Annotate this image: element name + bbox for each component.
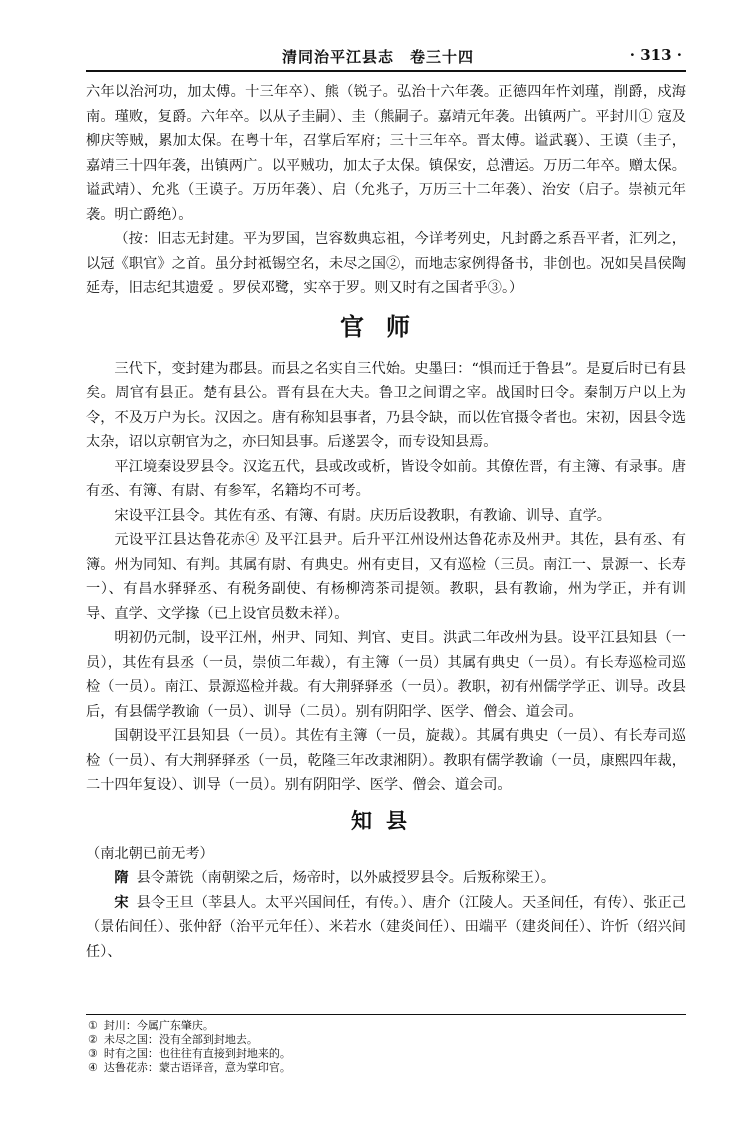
footnote [86, 1033, 686, 1047]
footnote-mark: ③ [88, 1047, 98, 1060]
footnote-mark: ④ [88, 1061, 98, 1074]
footnote [86, 1019, 686, 1033]
footnote [86, 1047, 686, 1061]
footnote-text: 未尽之国：没有全部到封地去。 [103, 1033, 258, 1046]
footnote-text: 时有之国：也往往有直接到封地来的。 [103, 1047, 291, 1060]
footnote-text: 达鲁花赤：蒙古语译音，意为掌印官。 [103, 1061, 291, 1074]
page-header [86, 44, 686, 72]
paragraph: 明初仍元制，设平江州，州尹、同知、判官、吏目。洪武二年改州为县。设平江县知县（一员），其佐有县丞（一员，崇侦二年裁），有主簿（一员）其属有典史（一员）。有长寿巡检司巡检（一员）。南江、景源巡检并裁。有大荆驿驿丞（一员）。教职，初有州儒学学正、训导。改县后，有县儒学教谕（一员）、训导（二员）。别有阴阳学、医学、僧会、道会司。 [86, 630, 686, 720]
footnote-text: 封川：今属广东肇庆。 [103, 1019, 214, 1032]
section-note: （南北朝已前无考） [86, 845, 214, 862]
footnote [86, 1061, 686, 1075]
main-text [86, 80, 686, 964]
page-number: · 313 · [629, 46, 682, 64]
paragraph: 国朝设平江县知县（一员）。其佐有主簿（一员，旋裁）。其属有典史（一员）、有长寿司巡检（一员）、有大荆驿驿丞（一员，乾隆三年改隶湘阴）。教职有儒学教谕（一员，康熙四年裁，二十四年复设）、训导（一员）。别有阴阳学、医学、僧会、道会司。 [86, 728, 686, 793]
dynasty-label: 隋 [114, 870, 129, 886]
section-title-official: 官师 [340, 311, 432, 341]
entry-text: 县令萧铣（南朝梁之后，炀帝时，以外戚授罗县令。后叛称梁王）。 [136, 870, 556, 886]
paragraph: 三代下，变封建为郡县。而县之名实自三代始。史墨曰：“惧而迁于鲁县”。是夏后时已有县矣。周官有县正。楚有县公。晋有县在大夫。鲁卫之间谓之宰。战国时曰令。秦制万户以上为令，不及万户为长。汉因之。唐有称知县事者，乃县令缺，而以佐官摄令者也。宋初，因县令选太杂，诏以京朝官为之，亦曰知县事。后遂罢令，而专设知县焉。 [86, 360, 686, 450]
paragraph: 元设平江县达鲁花赤④ 及平江县尹。后升平江州设州达鲁花赤及州尹。其佐，县有丞、有簿。州为同知、有判。其属有尉、有典史。州有吏目，又有巡检（三员。南江一、景源一、长寿一）、有昌水驿驿丞、有税务副使、有杨柳湾茶司提领。教职，县有教谕，州为学正，并有训导、直学、文学掾（已上设官员数未祥）。 [86, 532, 686, 622]
footnote-mark: ① [88, 1019, 98, 1032]
running-title: 清同治平江县志 卷三十四 [282, 48, 475, 66]
list-item [86, 866, 686, 891]
list-item [86, 891, 686, 965]
paragraph: 宋设平江县令。其佐有丞、有簿、有尉。庆历后设教职，有教谕、训导、直学。 [114, 507, 611, 524]
note-paragraph: （按：旧志无封建。平为罗国，岂容数典忘祖，今详考列史，凡封爵之系吾平者，汇列之，以冠《职官》之首。虽分封祗锡空名，未尽之国②，而地志家例得备书，非创也。况如吴昌侯陶延寿，旧志纪其遗爱 。罗侯邓鹭，实卒于罗。则又时有之国者乎③。） [86, 231, 686, 296]
footnotes [86, 1014, 686, 1075]
paragraph: 六年以治河功，加太傅。十三年卒）、熊（锐子。弘治十六年袭。正德四年忤刘瑾，削爵，戍海南。瑾败，复爵。六年卒。以从子圭嗣）、圭（熊嗣子。嘉靖元年袭。出镇两广。平封川① 寇及柳庆等贼，累加太保。在粤十年，召掌后军府；三十三年卒。晋太傅。谥武襄）、王谟（圭子，嘉靖三十四年袭，出镇两广。以平贼功，加太子太保。镇保安，总漕运。万历二年卒。赠太保。谥武靖）、允兆（王谟子。万历年袭）、启（允兆子，万历三十二年袭）、治安（启子。崇祯元年袭。明亡爵绝）。 [86, 84, 686, 223]
paragraph: 平江境秦设罗县令。汉迄五代，县或改或析，皆设令如前。其僚佐晋，有主簿、有录事。唐有丞、有簿、有尉、有参军，名籍均不可考。 [86, 458, 686, 499]
section-title-magistrate: 知县 [351, 807, 421, 833]
entry-text: 县令王旦（莘县人。太平兴国间任，有传。）、唐介（江陵人。天圣间任，有传）、张正己（景佑间任）、张仲舒（治平元年任）、米若水（建炎间任）、田端平（建炎间任）、许忻（绍兴间任）、 [86, 894, 686, 960]
footnote-mark: ② [88, 1033, 98, 1046]
dynasty-label: 宋 [114, 894, 129, 911]
